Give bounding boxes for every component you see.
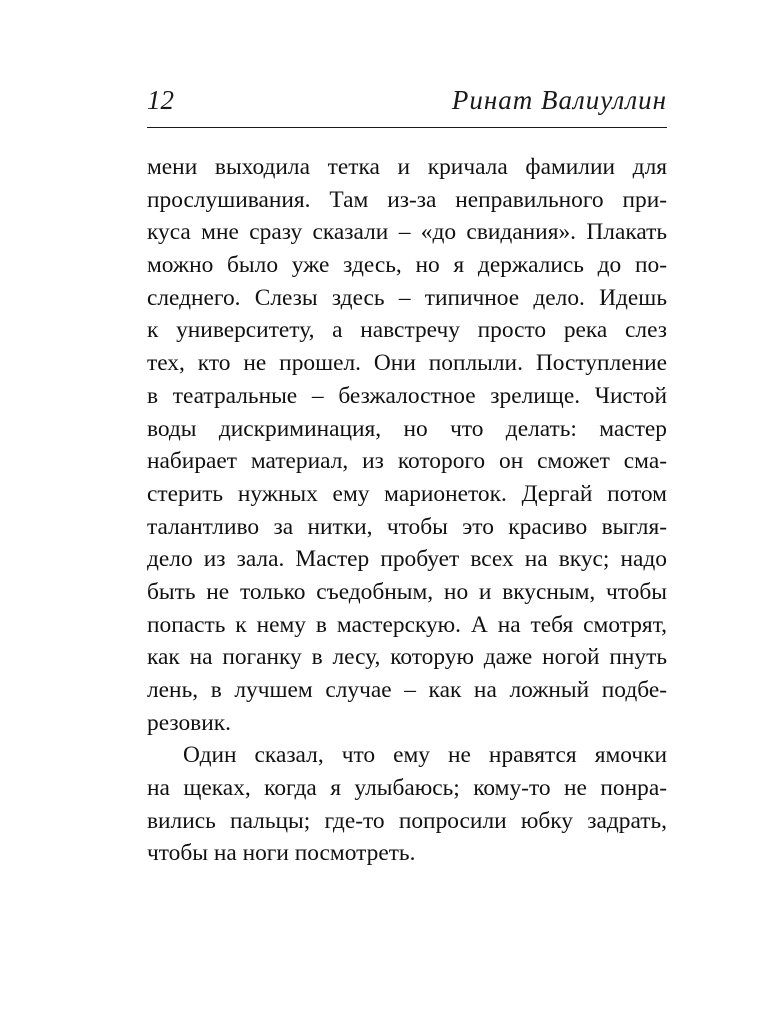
text-line: талантливо за нитки, чтобы это красиво выгля- xyxy=(147,513,667,540)
page-number: 12 xyxy=(147,85,174,115)
text-line: прослушивания. Там из-за неправильного при- xyxy=(147,186,667,213)
text-line: к университету, а навстречу просто река слез xyxy=(147,317,667,344)
text-line: дело из зала. Мастер пробует всех на вкус; надо xyxy=(147,546,667,573)
text-line: можно было уже здесь, но я держались до по- xyxy=(147,252,667,279)
text-line: мени выходила тетка и кричала фамилии для xyxy=(147,154,667,180)
paragraph-2 xyxy=(147,739,667,870)
text-line: лень, в лучшем случае – как на ложный подбе- xyxy=(147,677,667,703)
text-line: набирает материал, из которого он сможет сма- xyxy=(147,448,667,475)
text-line: в театральные – безжалостное зрелище. Чистой xyxy=(147,382,667,409)
text-line: чтобы на ноги посмотреть. xyxy=(147,840,416,867)
text-line: на щеках, когда я улыбаюсь; кому-то не понра- xyxy=(147,775,667,802)
author-name: Ринат Валиуллин xyxy=(451,85,667,115)
text-line: стерить нужных ему марионеток. Дергай потом xyxy=(147,480,667,507)
text-line: тех, кто не прошел. Они поплыли. Поступление xyxy=(147,350,667,377)
text-line: Один сказал, что ему не нравятся ямочки xyxy=(183,742,667,769)
text-line: как на поганку в лесу, которую даже ногой пнуть xyxy=(147,644,667,671)
text-line: воды дискриминация, но что делать: мастер xyxy=(147,415,667,442)
body-text xyxy=(147,151,667,870)
text-line: следнего. Слезы здесь – типичное дело. Идешь xyxy=(147,284,667,311)
text-line: попасть к нему в мастерскую. А на тебя смотрят, xyxy=(147,611,667,638)
text-line: вились пальцы; где-то попросили юбку задрать, xyxy=(147,807,667,834)
header-rule xyxy=(147,127,667,128)
paragraph-1 xyxy=(147,151,667,739)
text-line: резовик. xyxy=(147,709,231,736)
text-line: быть не только съедобным, но и вкусным, чтобы xyxy=(147,578,667,605)
running-head xyxy=(147,80,667,120)
text-line: куса мне сразу сказали – «до свидания». Плакать xyxy=(147,219,667,246)
